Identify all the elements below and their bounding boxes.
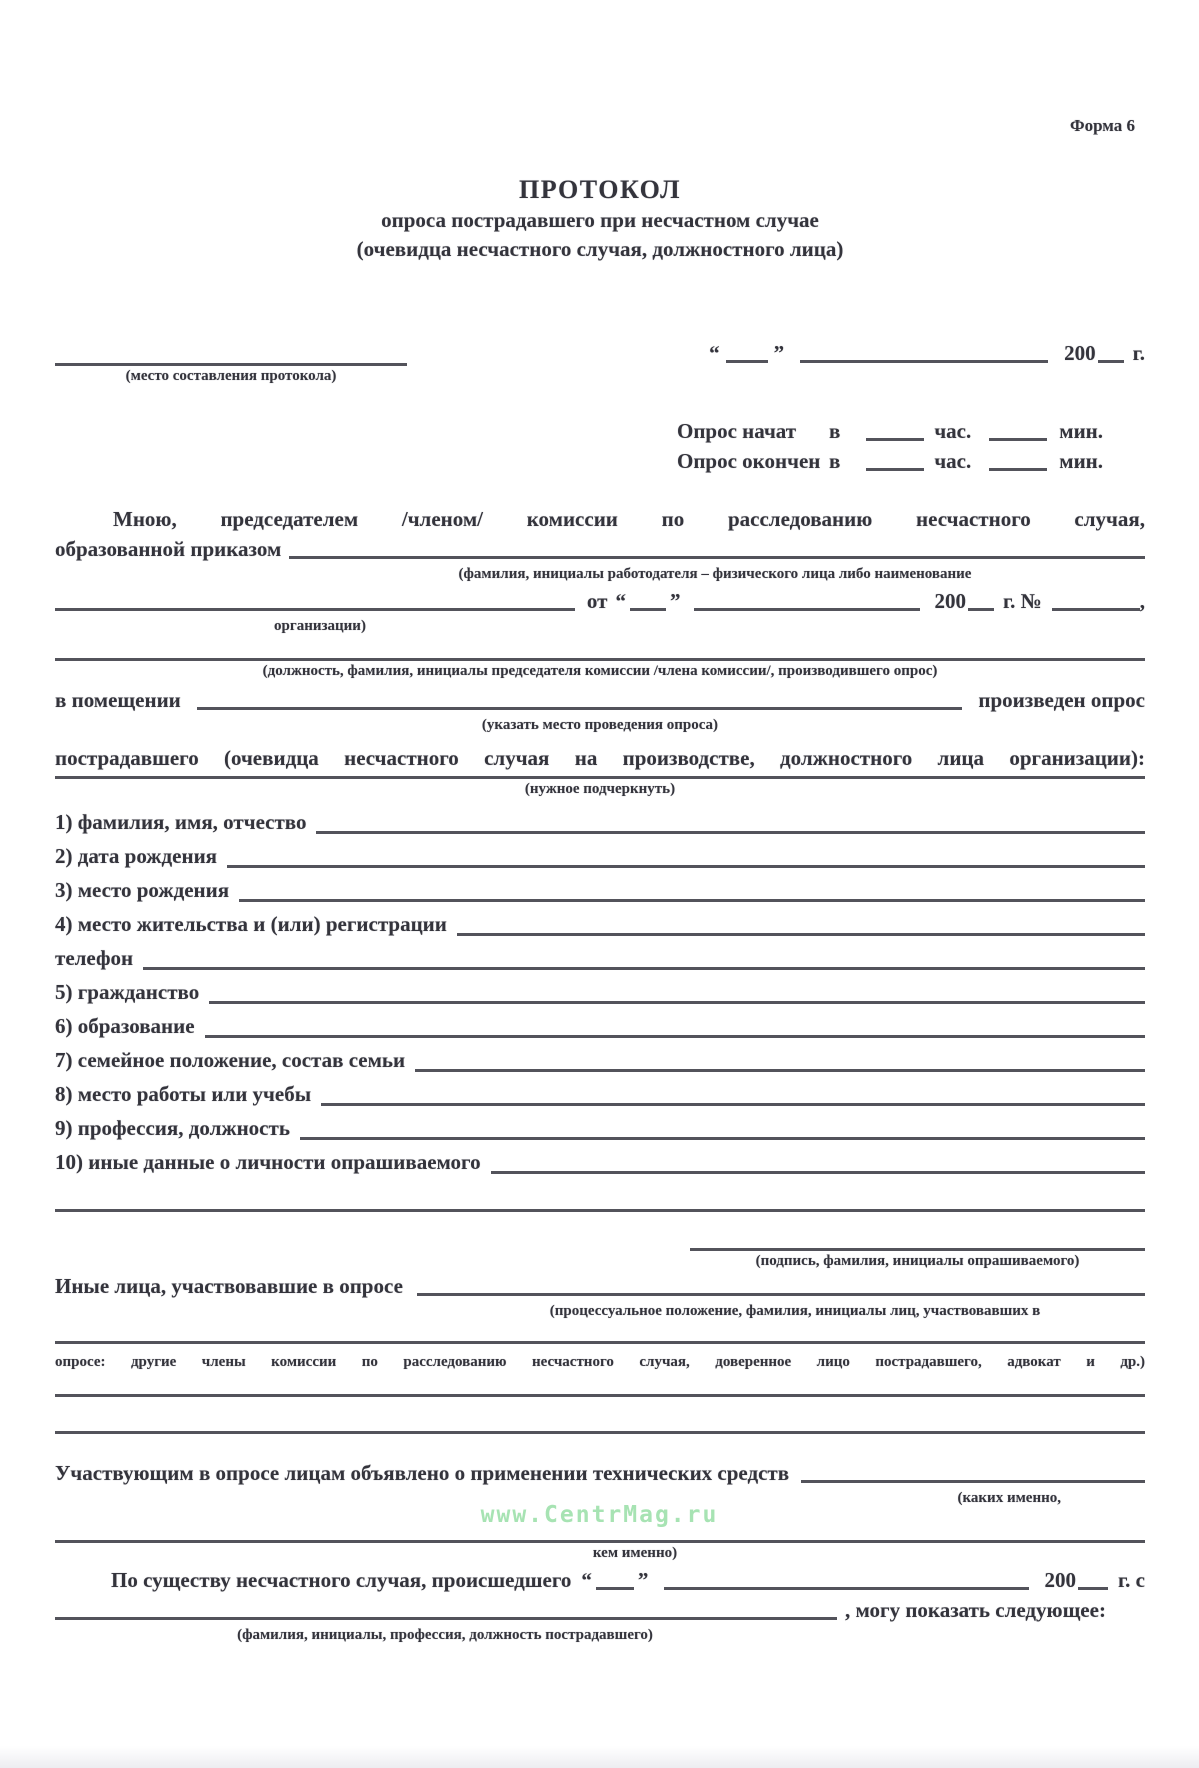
blank-line-day (596, 1587, 634, 1590)
essence-label: По существу несчастного случая, происшедшего (111, 1568, 572, 1592)
in-label: в (829, 419, 841, 443)
blank-line-month (664, 1587, 1028, 1590)
other-persons-row (55, 1271, 1145, 1301)
item-label: 6) образование (55, 1014, 195, 1038)
blank-line-item (227, 865, 1145, 868)
item-row (55, 907, 1145, 941)
place-column (55, 338, 407, 386)
item-row (55, 1043, 1145, 1077)
survey-end-row (677, 446, 1145, 476)
item-label: 9) профессия, должность (55, 1116, 290, 1140)
blank-line-tech (801, 1480, 1145, 1483)
watermark: www.CentrMag.ru (480, 1502, 719, 1528)
item-label: 5) гражданство (55, 980, 200, 1004)
room-row (55, 685, 1145, 715)
item-label: 7) семейное положение, состав семьи (55, 1048, 406, 1072)
page-bottom-shadow (0, 1746, 1199, 1768)
item-row (55, 1145, 1145, 1179)
survey-start-label: Опрос начат (677, 419, 797, 443)
blank-line-item (316, 831, 1145, 834)
blank-line-item (205, 1035, 1145, 1038)
blank-line-room (197, 707, 963, 710)
open-quote: “ (709, 341, 720, 365)
place-caption: (место составления протокола) (125, 368, 337, 384)
date-group (709, 338, 1145, 368)
victim-line: пострадавшего (очевидца несчастного случая на производстве, должностного лица организации): (55, 743, 1145, 779)
survey-time-block (677, 416, 1145, 476)
item-label: 8) место работы или учебы (55, 1082, 312, 1106)
item-label: 1) фамилия, имя, отчество (55, 810, 307, 834)
item-row (55, 1111, 1145, 1145)
close-quote: ” (637, 1568, 649, 1592)
essence-row (55, 1565, 1145, 1595)
place-date-row (55, 338, 1145, 386)
interview-label: произведен опрос (978, 688, 1145, 712)
blank-line-month (800, 360, 1048, 363)
form-number: Форма 6 (1069, 116, 1135, 135)
blank-line-day (726, 360, 768, 363)
blank-line-item (415, 1069, 1145, 1072)
procedural-caption-1: (процессуальное положение, фамилия, инициалы лиц, участвовавших в (549, 1303, 1041, 1319)
room-caption: (указать место проведения опроса) (481, 717, 719, 733)
blank-line-year (968, 608, 994, 611)
item-row (55, 839, 1145, 873)
minutes-label: мин. (1059, 419, 1104, 443)
blank-line-day (630, 608, 666, 611)
essence-year-suffix: г. с (1118, 1568, 1145, 1592)
blank-line-year (1078, 1587, 1108, 1590)
year-prefix: 200 (934, 589, 966, 613)
from-label: от (586, 589, 608, 613)
blank-line-order (289, 556, 1145, 559)
blank-line-item (300, 1137, 1145, 1140)
blank-line-minutes (989, 438, 1047, 441)
blank-line-item (491, 1171, 1145, 1174)
trailing-comma: , (1139, 589, 1145, 613)
blank-line-hours (866, 468, 924, 471)
intro-paragraph: Мною, председателем /членом/ комиссии по расследованию несчастного случая, (113, 507, 1145, 531)
blank-line-minutes (989, 468, 1047, 471)
item-label: 10) иные данные о личности опрашиваемого (55, 1150, 481, 1174)
order-row (55, 534, 1145, 564)
blank-line-item (457, 933, 1145, 936)
procedural-caption-2: опросе: другие члены комиссии по расследованию несчастного случая, доверенное лицо пострадавшего, адвокат и др.) (55, 1354, 1145, 1370)
show-label: , могу показать следующее: (845, 1598, 1106, 1622)
item-row (55, 1009, 1145, 1043)
blank-line-other-persons (417, 1293, 1145, 1296)
blank-line-item (321, 1103, 1145, 1106)
survey-start-row (677, 416, 1145, 446)
item-label: телефон (55, 946, 134, 970)
items-block (55, 805, 1145, 1179)
item-label: 3) место рождения (55, 878, 230, 902)
employer-caption: (фамилия, инициалы работодателя – физического лица либо наименование (458, 566, 972, 582)
year-prefix: 200 (1064, 341, 1096, 365)
item-row (55, 805, 1145, 839)
whom-caption: кем именно) (592, 1545, 678, 1561)
rule-line (55, 1431, 1145, 1434)
underline-caption: (нужное подчеркнуть) (524, 781, 676, 797)
item-row (55, 975, 1145, 1009)
blank-line-year (1098, 360, 1124, 363)
close-quote: ” (773, 341, 785, 365)
blank-line-item (239, 899, 1145, 902)
doc-subtitle-2: (очевидца несчастного случая, должностного лица) (356, 237, 844, 261)
open-quote: “ (615, 589, 626, 613)
blank-line-number (1052, 608, 1140, 611)
rule-line (55, 1341, 1145, 1344)
order-label: образованной приказом (55, 537, 282, 561)
signature-caption: (подпись, фамилия, инициалы опрашиваемого) (755, 1253, 1080, 1269)
doc-subtitle-1: опроса пострадавшего при несчастном случае (381, 208, 819, 232)
order-date-row (55, 586, 1145, 616)
number-label: г. № (1002, 589, 1042, 613)
item-label: 2) дата рождения (55, 844, 218, 868)
blank-line-item (209, 1001, 1145, 1004)
blank-line-item (143, 967, 1145, 970)
blank-line-order2 (55, 608, 575, 611)
hours-label: час. (934, 449, 972, 473)
item-label: 4) место жительства и (или) регистрации (55, 912, 447, 936)
hours-label: час. (934, 419, 972, 443)
year-suffix: г. (1132, 341, 1145, 365)
item-row (55, 941, 1145, 975)
show-row (55, 1595, 1145, 1625)
item-row (55, 1077, 1145, 1111)
minutes-label: мин. (1059, 449, 1104, 473)
organization-caption: организации) (274, 618, 366, 634)
tech-means-label: Участвующим в опросе лицам объявлено о применении технических средств (55, 1461, 790, 1485)
survey-end-label: Опрос окончен (677, 449, 821, 473)
rule-line (55, 1209, 1145, 1212)
which-caption: (каких именно, (957, 1490, 1061, 1506)
blank-line-hours (866, 438, 924, 441)
in-label: в (829, 449, 841, 473)
victim-details-caption: (фамилия, инициалы, профессия, должность пострадавшего) (237, 1627, 653, 1643)
other-persons-label: Иные лица, участвовавшие в опросе (55, 1274, 403, 1298)
close-quote: ” (669, 589, 681, 613)
room-label: в помещении (55, 688, 181, 712)
open-quote: “ (581, 1568, 592, 1592)
tech-means-row (55, 1458, 1145, 1488)
item-row (55, 873, 1145, 907)
rule-line (55, 1394, 1145, 1397)
year-prefix: 200 (1044, 1568, 1076, 1592)
chairman-caption: (должность, фамилия, инициалы председателя комиссии /члена комиссии/, производившего опрос) (262, 663, 938, 679)
blank-line-month (694, 608, 920, 611)
doc-title: ПРОТОКОЛ (519, 175, 681, 204)
blank-line-place (55, 338, 407, 366)
blank-line-victim-name (55, 1617, 837, 1620)
